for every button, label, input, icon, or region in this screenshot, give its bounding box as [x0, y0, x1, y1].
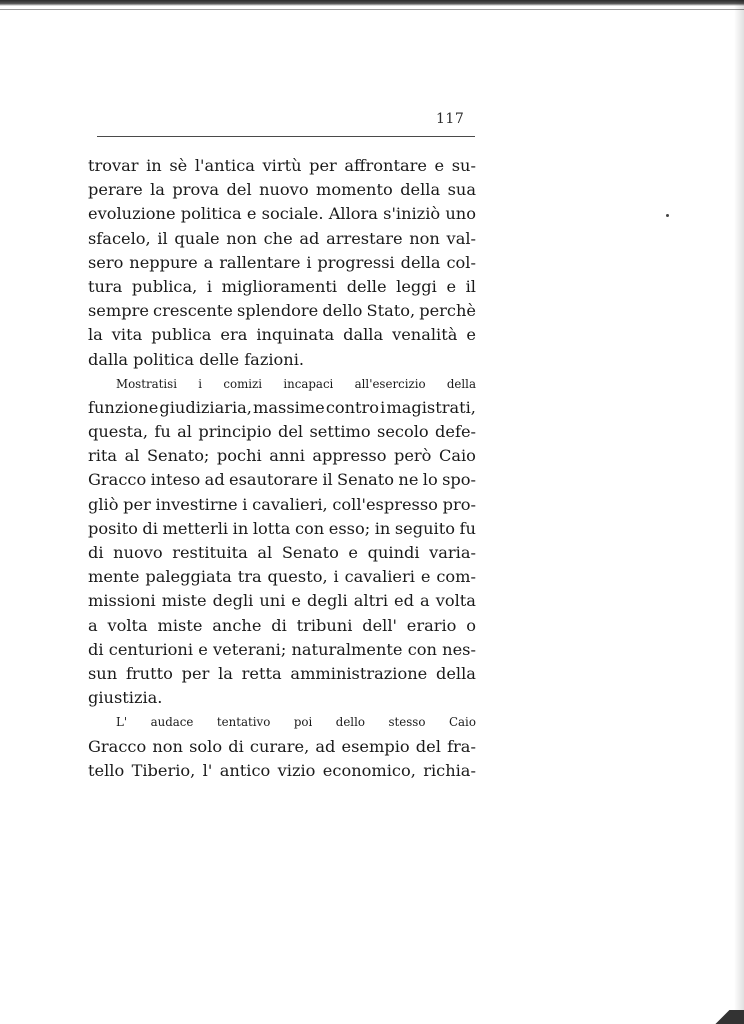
text-line: di centurioni e veterani; naturalmente con nes-: [88, 639, 476, 659]
text-line: gliò per investirne i cavalieri, coll'espresso pro-: [88, 494, 476, 514]
page-number: 117: [436, 111, 465, 127]
page-corner-mark: [710, 1010, 744, 1024]
text-line: sfacelo, il quale non che ad arrestare non val-: [88, 228, 476, 248]
body-text: [88, 154, 476, 783]
text-line: di nuovo restituita al Senato e quindi varia-: [88, 543, 476, 562]
text-line: L' audace tentativo poi dello stesso Caio: [116, 715, 476, 730]
text-line: sero neppure a rallentare i progressi della col-: [88, 252, 476, 272]
text-line: tura publica, i miglioramenti delle leggi e il: [88, 276, 476, 296]
text-line: funzione giudiziaria, massime contro i magistrati,: [88, 397, 476, 417]
text-line: rita al Senato; pochi anni appresso però Caio: [88, 446, 476, 466]
text-line: tello Tiberio, l' antico vizio economico, richia-: [88, 760, 476, 780]
page-right-edge-shadow: [734, 0, 744, 1024]
header-rule: [97, 136, 475, 137]
text-line: posito di metterli in lotta con esso; in seguito fu: [88, 518, 476, 538]
page-top-edge-line: [0, 9, 744, 10]
ink-speck: [666, 214, 669, 217]
text-line: la vita publica era inquinata dalla venalità e: [88, 325, 476, 345]
text-line: Mostratisi i comizi incapaci all'esercizio della: [116, 376, 476, 391]
text-line: mente paleggiata tra questo, i cavalieri e com-: [88, 567, 476, 587]
text-line: perare la prova del nuovo momento della sua: [88, 180, 476, 200]
text-line: Gracco non solo di curare, ad esempio del fra-: [88, 736, 476, 756]
text-line: sempre crescente splendore dello Stato, perchè: [88, 301, 476, 321]
text-line: Gracco inteso ad esautorare il Senato ne lo spo-: [88, 470, 476, 490]
text-line: a volta miste anche di tribuni dell' erario o: [88, 615, 476, 635]
text-line: missioni miste degli uni e degli altri ed a volta: [88, 591, 476, 611]
text-line: dalla politica delle fazioni.: [88, 349, 305, 369]
page-top-edge-shadow: [0, 0, 744, 6]
text-line: evoluzione politica e sociale. Allora s'iniziò uno: [88, 204, 476, 224]
text-line: trovar in sè l'antica virtù per affrontare e su-: [88, 156, 476, 175]
text-line: giustizia.: [88, 688, 163, 708]
text-line: sun frutto per la retta amministrazione della: [88, 663, 476, 683]
text-line: questa, fu al principio del settimo secolo defe-: [88, 422, 476, 442]
